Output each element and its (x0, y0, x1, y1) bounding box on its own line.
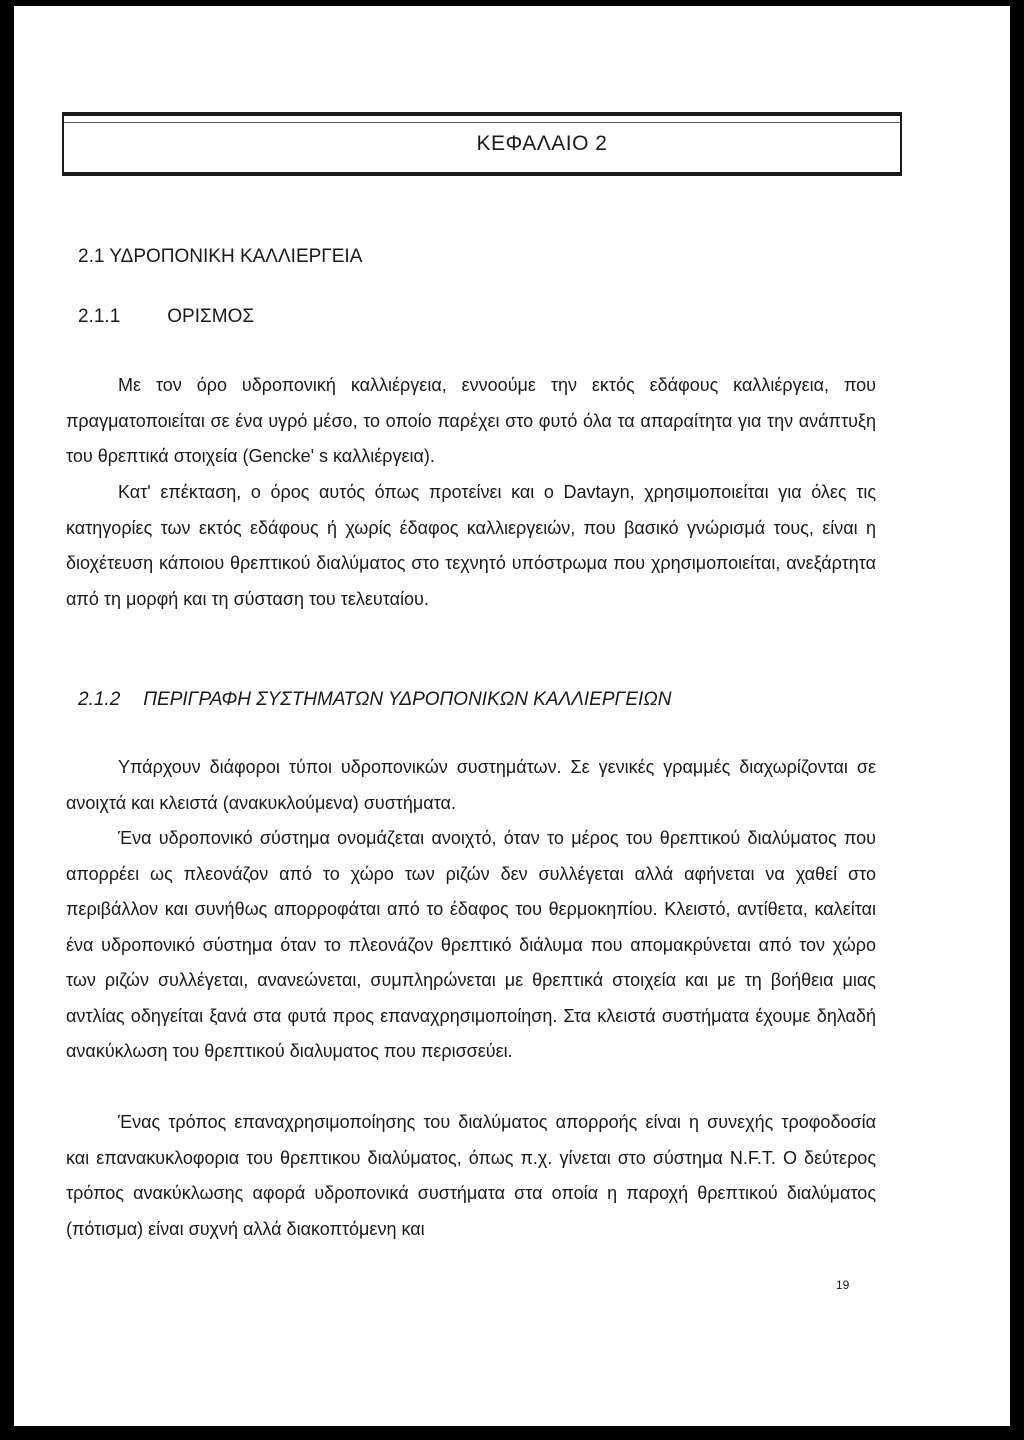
subsection-title-1: ΟΡΙΣΜΟΣ (167, 306, 255, 327)
paragraph-definition-2: Κατ' επέκταση, ο όρος αυτός όπως προτείνει και ο Davtayn, χρησιμοποιείται για όλες τις κατηγορίες των εκτός εδάφους ή χωρίς έδαφος καλλιεργειών, που βασικό γνώρισμά τους, είναι η διοχέτευση κάποιου θρεπτικού διαλύματος στο τεχνητό υπόστρωμα που χρησιμοποιείται, ανεξάρτητα από τη μορφή και τη σύσταση του τελευταίου. (66, 482, 876, 609)
paragraph-systems-3: Ένας τρόπος επαναχρησιμοποίησης του διαλύματος απορροής είναι η συνεχής τροφοδοσία και επανακυκλοφορια του θρεπτικου διαλύματος, όπως π.χ. γίνεται στο σύστημα N.F.T. Ο δεύτερος τρόπος ανακύκλωσης αφορά υδροπονικά συστήματα στα οποία η παροχή θρεπτικού διαλύματος (πότισμα) είναι συχνή αλλά διακοπτόμενη και (66, 1112, 876, 1239)
paragraph-definition-1: Με τον όρο υδροπονική καλλιέργεια, εννοούμε την εκτός εδάφους καλλιέργεια, που πραγματοποιείται σε ένα υγρό μέσο, το οποίο παρέχει στο φυτό όλα τα απαραίτητα για την ανάπτυξη του θρεπτικά στοιχεία (Gencke' s καλλιέργεια). (66, 375, 876, 466)
paragraph-systems-1: Υπάρχουν διάφοροι τύποι υδροπονικών συστημάτων. Σε γενικές γραμμές διαχωρίζονται σε ανοιχτά και κλειστά (ανακυκλούμενα) συστήματα. (66, 757, 876, 813)
chapter-title: ΚΕΦΑΛΑΙΟ 2 (476, 132, 608, 155)
subsection-heading-1 (78, 306, 254, 328)
chapter-header-box (62, 112, 902, 176)
section-number: 2.1 (78, 246, 105, 267)
subsection-title-2: ΠΕΡΙΓΡΑΦΗ ΣΥΣΤΗΜΑΤΩΝ ΥΔΡΟΠΟΝΙΚΩΝ ΚΑΛΛΙΕΡΓΕΙΩΝ (143, 689, 672, 710)
section-heading (78, 246, 362, 268)
document-page (14, 6, 1010, 1426)
subsection-number-2: 2.1.2 (78, 689, 121, 710)
page-number: 19 (836, 1278, 850, 1292)
section-title: ΥΔΡΟΠΟΝΙΚΗ ΚΑΛΛΙΕΡΓΕΙΑ (109, 246, 363, 267)
subsection-number-1: 2.1.1 (78, 306, 121, 327)
header-rule (64, 122, 900, 123)
paragraph-systems-2: Ένα υδροπονικό σύστημα ονομάζεται ανοιχτό, όταν το μέρος του θρεπτικού διαλύματος που απορρέει ως πλεονάζον από το χώρο των ριζών δεν συλλέγεται αλλά αφήνεται να χαθεί στο περιβάλλον και συνήθως απορροφάται από το έδαφος του θερμοκηπίου. Κλειστό, αντίθετα, καλείται ένα υδροπονικό σύστημα όταν το πλεονάζον θρεπτικό διάλυμα που απομακρύνεται από τον χώρο των ριζών συλλέγεται, ανανεώνεται, συμπληρώνεται με θρεπτικά στοιχεία και με τη βοήθεια μιας αντλίας οδηγείται ξανά στα φυτά προς επαναχρησιμοποίηση. Στα κλειστά συστήματα έχουμε δηλαδή ανακύκλωση του θρεπτικού διαλυματος που περισσεύει. (66, 828, 876, 1061)
subsection-heading-2 (78, 689, 671, 711)
